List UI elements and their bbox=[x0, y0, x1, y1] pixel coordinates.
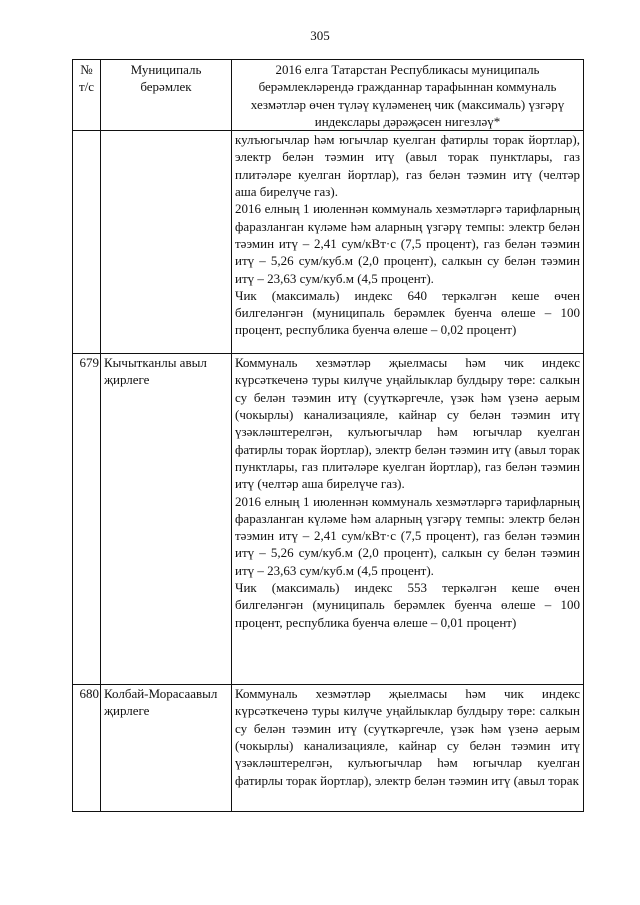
table-row bbox=[73, 685, 584, 812]
row-paragraph: кулъюгычлар һәм югычлар куелган фатирлы торак йортлар), электр белән тәэмин итү (авыл торак пунктлары, газ плитәләре куелган йортлар), газ белән тәэмин итү (челтәр аша бирелүче газ). bbox=[235, 132, 580, 200]
row-paragraph: 2016 елның 1 июленнән коммуналь хезмәтләргә тарифларның фаразланган күләме һәм аларның үзгәрү темпы: электр белән тәэмин итү – 2,41 сум/кВт·с (7,5 процент), газ белән тәэмин итү – 5,26 сум/куб.м (2,0 процент), салкын су белән тәэмин итү – 23,63 сум/куб.м (4,5 процент). bbox=[235, 201, 580, 286]
row-number: 679 bbox=[73, 354, 101, 685]
page-number: 305 bbox=[310, 28, 330, 43]
row-paragraph: Коммуналь хезмәтләр җыелмасы һәм чик индекс күрсәткеченә туры килүче уңайлыклар булдыру төре: салкын су белән тәэмин итү (суүткәргечле, үзәк һәм үзенә аерым (чокырлы) канализацияле, кайнар су белән тәэмин итү үзәкләштерелгән, кулъюгычлар һәм югычлар куелган фатирлы торак йортлар), электр белән тәэмин итү (авыл торак bbox=[235, 686, 580, 788]
table-header-row bbox=[73, 60, 584, 131]
row-number bbox=[73, 131, 101, 354]
row-municipality: Кычытканлы авыл җирлеге bbox=[101, 354, 232, 685]
row-paragraph: Коммуналь хезмәтләр җыелмасы һәм чик индекс күрсәткеченә туры килүче уңайлыклар булдыру төре: салкын су белән тәэмин итү (суүткәргечле, үзәк һәм үзенә аерым (чокырлы) канализацияле, кайнар су белән тәэмин итү үзәкләштерелгән, кулъюгычлар һәм югычлар куелган фатирлы торак йортлар), электр белән тәэмин итү (авыл торак пунктлары, газ плитәләре куелган йортлар), газ белән тәэмин итү (челтәр аша бирелүче газ). bbox=[235, 355, 580, 492]
row-paragraph: Чик (максималь) индекс 553 теркәлгән кеше өчен билгеләнгән (муниципаль берәмлек буенча өлеше – 100 процент, республика буенча өлеше – 0,01 процент) bbox=[235, 580, 580, 630]
row-paragraph: 2016 елның 1 июленнән коммуналь хезмәтләргә тарифларның фаразланган күләме һәм аларның үзгәрү темпы: электр белән тәэмин итү – 2,41 сум/кВт·с (7,5 процент), газ белән тәэмин итү – 5,26 сум/куб.м (2,0 процент), салкын су белән тәэмин итү – 23,63 сум/куб.м (4,5 процент). bbox=[235, 493, 580, 578]
row-number: 680 bbox=[73, 685, 101, 812]
tariff-table bbox=[72, 59, 584, 812]
table-row bbox=[73, 354, 584, 685]
row-paragraph: Чик (максималь) индекс 640 теркәлгән кеше өчен билгеләнгән (муниципаль берәмлек буенча өлеше – 100 процент, республика буенча өлеше – 0,02 процент) bbox=[235, 287, 580, 338]
row-description bbox=[232, 131, 584, 354]
row-description bbox=[232, 685, 584, 812]
row-municipality bbox=[101, 131, 232, 354]
header-municipality: Муниципаль берәмлек bbox=[101, 60, 232, 131]
table-row bbox=[73, 131, 584, 354]
row-municipality: Колбай-Морасаавыл җирлеге bbox=[101, 685, 232, 812]
row-description bbox=[232, 354, 584, 685]
header-number: № т/с bbox=[73, 60, 101, 131]
header-description: 2016 елга Татарстан Республикасы муниципаль берәмлекләрендә гражданнар тарафыннан коммуналь хезмәтләр өчен түләү күләменең чик (максималь) үзгәрү индекслары дәрәҗәсен нигезләү* bbox=[232, 60, 584, 131]
